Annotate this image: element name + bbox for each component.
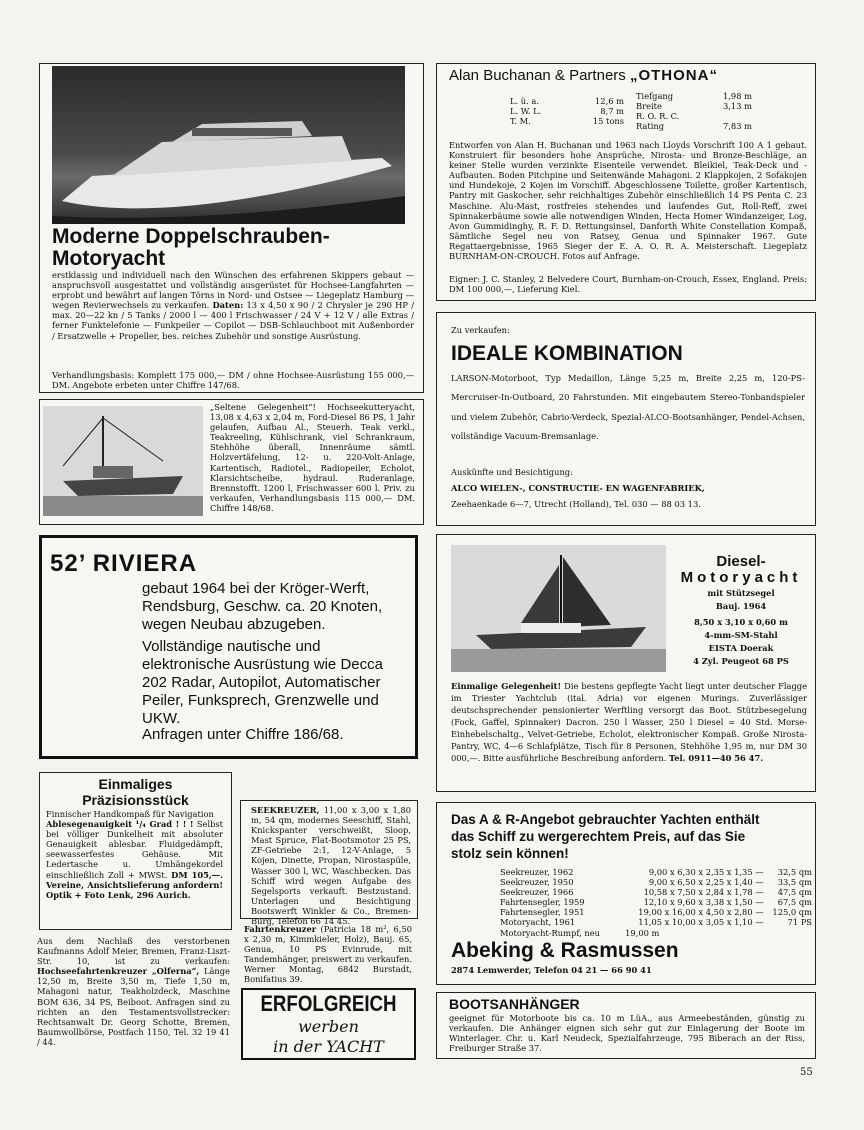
offer-price: 67,5 qm [777, 897, 812, 908]
spec-label: R. O. R. C. [636, 111, 680, 122]
ad4-text [46, 809, 223, 900]
ad3-line3: Anfragen unter Chiffre 186/68. [142, 726, 344, 743]
spec-value: 12,6 m [595, 96, 624, 106]
ad-praezisionsstueck [39, 772, 232, 930]
ad6-body: 11,00 x 3,00 x 1,80 m, 54 qm, modernes Seeschiff, Stahl, Knickspanter verschweißt, Sloop, Mast Spruce, Flat-Bootsmotor 25 PS, ZF-Getriebe 2:1, 12-V-Anlage, 5 Kojen, Dinette, Propan, Nirostaspüle, Wasser 300 l, WC, Waschbecken. Das Schiff wird wegen Aufgabe des Segelsports verkauft. Bestzustand. Unterlagen und Besichtigung Bootswerft Winkler & Co., Bremen-Burg, Telefon 66 14 45. [251, 805, 412, 927]
spec-label: L. ü. a. [510, 96, 539, 106]
spec-value: 15 tons [592, 116, 624, 127]
ad10-address: Zeehaenkade 6—7, Utrecht (Holland), Tel. 030 — 88 03 13. [451, 499, 701, 509]
ad1-title: Moderne Doppelschrauben-Motoryacht [52, 225, 330, 270]
table-row [497, 917, 815, 927]
spec-label: Breite [636, 101, 662, 112]
ad1-body: erstklassig und individuell nach den Wünschen des erfahrenen Skippers gebaut — anspruchsvoll ausgestattet und vollständig ausgerüstet für Hochsee-Langfahrten — erprobt und bewährt auf langen Törns in Nord- und Ostsee — Liegeplatz Hamburg — wegen Revierwechsels zu verkaufen. [52, 270, 414, 311]
ad5-boat: Hochseefahrtenkreuzer „Olferna“, [37, 966, 200, 977]
table-row [497, 877, 815, 887]
ad11-sub4: 4-mm-SM-Stahl [704, 630, 778, 640]
offer-dims: 11,05 x 10,00 x 3,05 x 1,10 — [638, 917, 764, 928]
ad-bootsanhaenger [436, 992, 816, 1059]
ad-othona [436, 63, 816, 301]
diesel-yacht-illustration [451, 545, 666, 672]
ad-diesel-motoryacht [436, 534, 816, 792]
ad-nachlass-olferna [37, 936, 232, 1047]
ad10-intro: Zu verkaufen: [451, 325, 510, 335]
offer-dims: 9,00 x 6,30 x 2,35 x 1,35 — [648, 867, 764, 877]
ad11-title1: Diesel- [716, 553, 766, 570]
ad10-text: LARSON-Motorboot, Typ Medaillon, Länge 5,25 m, Breite 2,25 m, 120-PS-Mercruiser-In-Outboard, 20 Fahrstunden. Mit eingebautem Stereo-Tonbandspieler und vielem Zubehör, Cabrio-Verdeck, Spezial-ALCO-Bootsanhänger, Pendel-Achsen, vollständige Vacuum-Bremsanlage. [451, 373, 805, 441]
ad12-headline: Das A & R-Angebot gebrauchter Yachten enthält das Schiff zu wergerechtem Preis, auf das Sie stolz sein können! [451, 812, 760, 861]
ad4-title1: Einmaliges [98, 776, 173, 792]
table-row [497, 897, 815, 907]
spec-value: 3,13 m [723, 101, 752, 112]
offer-type: Fahrtensegler, 1951 [500, 907, 585, 918]
spec-value [707, 111, 755, 121]
ad10-title: IDEALE KOMBINATION [451, 342, 683, 365]
offer-type: Seekreuzer, 1966 [500, 887, 574, 898]
ad6-text [251, 805, 411, 926]
offer-type: Seekreuzer, 1950 [500, 877, 574, 888]
ad7-body: (Patricia 18 m², 6,50 x 2,30 m, Kimmkieler, Holz), Bauj. 65, Genua, 10 PS Evinrude, mit Tandemhänger, preiswert zu verkaufen. Werner Montag, 6842 Burstadt, Bonifatius 39. [244, 924, 413, 985]
offer-price: 125,0 qm [772, 907, 812, 918]
table-row [497, 887, 815, 897]
ad8-line2: werben [298, 1017, 359, 1036]
ad-ideale-kombination [436, 312, 816, 526]
ad9-title-name: „OTHONA“ [629, 67, 718, 84]
ad9-specs-left [507, 96, 627, 126]
spec-label: T. M. [510, 116, 531, 127]
ad1-data: 13 x 4,50 x 90 / 2 Chrysler je 290 HP / max. 20—22 kn / 5 Tanks / 2000 l — 400 l Frischwasser / 24 V + 12 V / alle Extras / ferner Funktelefonie — Funkpeiler — Copilot — DSB-Schlauchboot mit Außenborder / Ersatzwelle + Propeller, bes. reiches Zubehör und sonstige Ausrüstung. [52, 300, 414, 341]
ad-fahrtenkreuzer [240, 924, 418, 986]
ad5-intro: Aus dem Nachlaß des verstorbenen Kaufmanns Adolf Meier, Bremen, Franz-Liszt-Str. 10, ist zu verkaufen: [37, 936, 230, 967]
motoryacht-illustration [52, 66, 405, 224]
offer-dims: 9,00 x 6,50 x 2,25 x 1,40 — [648, 877, 764, 888]
spec-label: L. W. L. [510, 106, 542, 117]
ad11-highlight: Einmalige Gelegenheit! [451, 681, 562, 691]
ad12-offer-table [497, 867, 815, 938]
offer-dims: 10,58 x 7,50 x 2,84 x 1,78 — [643, 887, 764, 898]
spec-label: Rating [636, 121, 665, 132]
ad4-title2: Präzisionsstück [82, 792, 189, 808]
table-row [497, 928, 815, 938]
ad-motoryacht-doppelschrauben [39, 63, 424, 393]
ad1-price: Verhandlungsbasis: Komplett 175 000,— DM / ohne Hochsee-Ausrüstung 155 000,— DM. Angebote erbeten unter Chiffre 147/68. [52, 370, 414, 391]
ad-erfolgreich-yacht [241, 988, 416, 1060]
offer-type: Motoryacht, 1961 [500, 917, 576, 928]
ad8-line3: in der YACHT [273, 1037, 384, 1056]
offer-price: 71 PS [787, 917, 812, 928]
ad12-address: 2874 Lemwerder, Telefon 04 21 — 66 90 41 [451, 965, 652, 975]
ad11-sub2: Bauj. 1964 [715, 601, 767, 611]
ad9-owner: Eigner: J. C. Stanley, 2 Belvedere Court, Burnham-on-Crouch, Essex, England. Preis: DM 100 000,—, Lieferung Kiel. [449, 274, 807, 295]
ad2-text: „Seltene Gelegenheit“! Hochseekutteryacht, 13,08 x 4,63 x 2,04 m, Ford-Diesel 86 PS, 1 Jahr gelaufen, Aufbau Al., Steuerh. Teak verkl., Teakreeling, Kühlschrank, viel Schrankraum, Stehhöhe überall, Innenräume sämtl. Holzvertäfelung, 12- u. 220-Volt-Anlage, Kartentisch, Radiotel., Radiopeiler, Echolot, Klarsichtscheibe, hydraul. Ruderanlage, Brennstofft. 1200 l, Frischwasser 600 l. Priv. zu verkaufen, Verhandlungsbasis 115 000,— DM. Chiffre 148/68. [210, 402, 415, 513]
offer-dims: 12,10 x 9,60 x 3,38 x 1,50 — [643, 897, 764, 908]
ad10-contact-intro: Auskünfte und Besichtigung: [451, 467, 573, 477]
ad5-body: Länge 12,50 m, Breite 3,50 m, Tiefe 1,50 m, Mahagoni natur, Teakholzdeck, Maschine BOM 636, 34 PS, Beiboot. Anfragen sind zu richten an den Testamentsvollstrecker: Rechtsanwalt Dr. Georg Schotte, Bremen, Baumwollbörse, Postfach 1150, Tel. 32 19 41 / 44. [37, 966, 230, 1047]
offer-type: Motoryacht-Rumpf, neu [500, 927, 600, 938]
motoryacht-photo [52, 66, 405, 224]
ad12-company: Abeking & Rasmussen [451, 939, 679, 962]
diesel-yacht-photo [451, 545, 666, 672]
spec-value: 8,7 m [600, 106, 624, 117]
offer-type: Seekreuzer, 1962 [500, 867, 574, 877]
ad4-body: Selbst bei völliger Dunkelheit mit absoluter Genauigkeit ablesbar. Fluidgedämpft, seewasserfestes Gehäuse. Mit Ledertasche u. Umhängekordel einschließlich Zoll + MWSt. [46, 819, 224, 880]
ad7-label: Fahrtenkreuzer [244, 924, 317, 934]
ad11-sub1: mit Stützsegel [707, 588, 775, 598]
offer-price [767, 928, 815, 938]
table-row [497, 867, 815, 877]
ad11-title2: Motoryacht [680, 569, 802, 586]
ad9-title-pre: Alan Buchanan & Partners [449, 67, 626, 84]
ad9-text: Entworfen von Alan H. Buchanan und 1963 nach Lloyds Vorschrift 100 A 1 gebaut. Konstruiert für besonders hohe Ansprüche, Nirosta- und Bronze-Beschläge, an keiner Stelle wurden verzinkte Eisenteile verwendet. Bleikiel, Teak-Deck und -Aufbauten. Boden Pitchpine und Seitenwände Mahagoni. 2 Klappkojen, 2 Sofakojen und Hundekoje, 2 Kojen im Vorschiff. Abgeschlossene Toilette, großer Kartentisch, Pantry mit Gaskocher, sehr reichhaltiges Zubehör einschließlich 14 PS Penta C. 23 Maschine. Alu-Mast, rostfreies stehendes und laufendes Gut, Roll-Reff, zwei Spinnakerbäume sowie alle notwendigen Winden, Hecta Homer Windanzeiger, Log, Avon Gummidinghy, R. F. D. Rettungsinsel, Danforth White Constellation Kompaß, Sämtliche Segel neu von Ratsey, Genua und Spinnaker 1967. Gute Regattaergebnisse, 1965 Sieger der E. A. O. R. A. Meisterschaft. Liegeplatz BURNHAM-ON-CROUCH. Fotos auf Anfrage. [449, 140, 807, 262]
ad1-text [52, 270, 414, 341]
ad3-title: 52’ RIVIERA [50, 550, 198, 577]
offer-price: 47,5 qm [777, 887, 812, 898]
ad9-specs-right [633, 91, 755, 131]
ad4-accuracy: Ablesegenauigkeit ¹/₄ Grad ! ! ! [46, 819, 194, 830]
ad9-title [449, 67, 718, 85]
offer-dims: 19,00 m [625, 927, 660, 938]
ad11-sub3: 8,50 x 3,10 x 0,60 m [694, 617, 788, 627]
offer-dims: 19,00 x 16,00 x 4,50 x 2,80 — [638, 907, 764, 918]
ad-abeking-rasmussen [436, 802, 816, 985]
ad10-company: ALCO WIELEN-, CONSTRUCTIE- EN WAGENFABRIEK, [451, 483, 705, 493]
offer-price: 33,5 qm [777, 877, 812, 888]
page-number: 55 [800, 1067, 813, 1078]
ad5-text [37, 936, 230, 1047]
ad6-label: SEEKREUZER, [251, 805, 320, 815]
spec-value: 7,83 m [723, 121, 752, 132]
ad-riviera [39, 535, 418, 759]
ad-hochseekutteryacht [39, 399, 424, 525]
ad4-price: DM 105,—. Vereine, Ansichtslieferung anfordern! Optik + Foto Lenk, 296 Aurich. [46, 869, 223, 900]
offer-price: 32,5 qm [777, 867, 812, 877]
ad1-data-label: Daten: [212, 300, 244, 311]
kutteryacht-photo [43, 406, 203, 516]
ad11-phone: Tel. 0911—40 56 47. [669, 753, 764, 763]
ad4-intro: Finnischer Handkompaß für Navigation [46, 809, 214, 819]
offer-type: Fahrtensegler, 1959 [500, 897, 585, 908]
spec-label: Tiefgang [636, 91, 674, 101]
ad13-title: BOOTSANHÄNGER [449, 996, 580, 1012]
ad-seekreuzer [240, 800, 418, 927]
ad11-sub5: EISTA Doerak [708, 643, 774, 653]
table-row [497, 907, 815, 917]
ad3-line1: gebaut 1964 bei der Kröger-Werft, Rendsburg, Geschw. ca. 20 Knoten, wegen Neubau abzugeben. [142, 580, 383, 633]
ad7-text [244, 924, 412, 985]
kutteryacht-illustration [43, 406, 203, 516]
spec-value: 1,98 m [723, 91, 752, 101]
ad11-sub6: 4 Zyl. Peugeot 68 PS [693, 656, 789, 666]
ad3-line2: Vollständige nautische und elektronische Ausrüstung wie Decca 202 Radar, Autopilot, Automatischer Peiler, Funksprech, Grenzwelle und UKW. [142, 638, 383, 727]
ad11-text [451, 680, 807, 764]
ad13-text: geeignet für Motorboote bis ca. 10 m LüA., aus Armeebeständen, günstig zu verkaufen. Die Anhänger eignen sich sehr gut zur Einlagerung der Boote im Winterlager. Chr. u. Karl Neudeck, Spezialfahrzeuge, 795 Biberach an der Riss, Freiburger Straße 37. [449, 1013, 805, 1054]
ad8-title: ERFOLGREICH [260, 991, 397, 1016]
ad11-body: Die bestens gepflegte Yacht liegt unter deutscher Flagge im Triester Yachtclub (ital. Adria) vor eigenen Murings. Zuverlässiger deutschsprechender pensionierter Werftling versorgt das Boot. Stützbesegelung (Fock, Gaffel, Spinnaker) Dacron. 250 l Wasser, 250 l Diesel = 40 Std. Morse-Einhebelschaltg., Velvet-Getriebe, Echolot, elektronischer Kompaß. Große Nirosta-Pantry, WC, 4—6 Schlafplätze, Tisch für 8 Personen, Stehhöhe 1,95 m, nur DM 30 000,—. Bitte ausführliche Beschreibung anfordern. [451, 681, 808, 763]
